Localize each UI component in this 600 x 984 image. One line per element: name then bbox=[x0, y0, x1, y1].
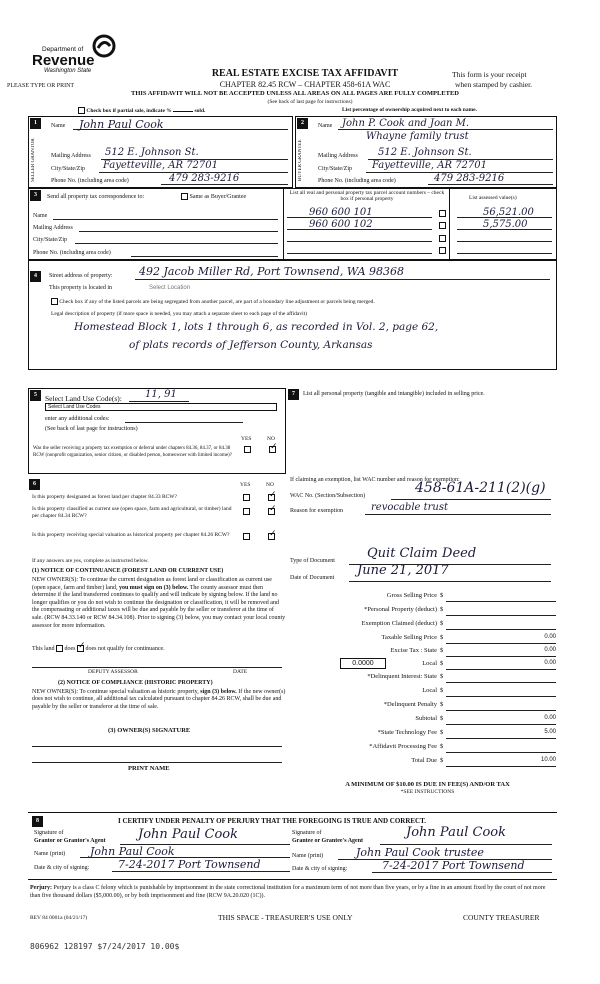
parcel-number-2[interactable]: 960 600 102 bbox=[309, 219, 373, 230]
compliance-bold: sign (3) below. bbox=[200, 689, 237, 695]
fee-dollar: $ bbox=[440, 660, 444, 667]
land-use-dropdown[interactable]: Select Land Use Codes bbox=[45, 403, 277, 411]
street-label: Street address of property: bbox=[49, 273, 113, 279]
certify-statement: I CERTIFY UNDER PENALTY OF PERJURY THAT THE FOREGOING IS TRUE AND CORRECT. bbox=[118, 817, 427, 825]
corr-phone-label: Phone No. (including area code) bbox=[33, 250, 111, 256]
reason-label: Reason for exemption bbox=[290, 508, 343, 514]
fee-label: *Personal Property (deduct) bbox=[364, 606, 437, 613]
section-3-number: 3 bbox=[30, 190, 41, 201]
perjury-text: Perjury is a class C felony which is punishable by imprisonment in the state correctional institution for a maximum term of not more than five years, or by a fine in an amount fixed by the court of not more than five thousand dollars ($5,000.00), or by both imprisonment and fine (RCW 9A.20.020 (1C)). bbox=[30, 885, 546, 899]
q1-forest: Is this property designated as forest land per chapter 84.33 RCW? bbox=[32, 494, 177, 500]
exemption-no-checkbox[interactable] bbox=[269, 446, 276, 453]
assessor-signature-line[interactable] bbox=[32, 667, 282, 668]
parcel-row-3-line[interactable] bbox=[287, 241, 432, 242]
please-type: PLEASE TYPE OR PRINT bbox=[7, 83, 75, 89]
this-land-label: This land bbox=[32, 645, 55, 652]
buyer-name-line bbox=[338, 129, 553, 130]
grantor-name-label: Name (print) bbox=[34, 851, 66, 857]
corr-name-field[interactable] bbox=[53, 219, 278, 220]
owner-signature-label: (3) OWNER(S) SIGNATURE bbox=[108, 727, 191, 734]
owner-print-line[interactable] bbox=[32, 762, 282, 763]
continuance-bold: you must sign on (3) below. bbox=[118, 584, 189, 591]
fee-label: *State Technology Fee bbox=[377, 729, 437, 736]
fee-row-delinq-state bbox=[290, 673, 555, 684]
buyer-phone-line bbox=[428, 184, 553, 185]
corr-phone-field[interactable] bbox=[131, 256, 278, 257]
sec6-yes: YES bbox=[240, 482, 251, 488]
q2-current-use: Is this property classified as current use (open space, farm and agricultural, or timber) land per chapter 84.34 RCW? bbox=[32, 506, 232, 519]
q2-yes-checkbox[interactable] bbox=[243, 508, 250, 515]
buyer-city[interactable]: Fayetteville, AR 72701 bbox=[372, 160, 488, 171]
fee-label: Gross Selling Price bbox=[386, 592, 437, 599]
additional-codes-label: enter any additional codes: bbox=[45, 416, 110, 422]
fee-row-state-tax bbox=[290, 647, 555, 658]
does-not-checkbox[interactable] bbox=[77, 645, 84, 652]
q1-yes-checkbox[interactable] bbox=[243, 494, 250, 501]
sec6-no: NO bbox=[266, 482, 274, 488]
buyer-phone[interactable]: 479 283-9216 bbox=[434, 173, 505, 184]
doc-date-label: Date of Document bbox=[290, 575, 335, 581]
land-use-label: Select Land Use Code(s): bbox=[45, 394, 122, 403]
q1-no-checkbox[interactable] bbox=[268, 494, 275, 501]
buyer-phone-label: Phone No. (including area code) bbox=[318, 178, 396, 184]
fee-label: Total Due bbox=[411, 757, 437, 764]
fee-value[interactable] bbox=[446, 687, 556, 697]
fee-value[interactable] bbox=[446, 606, 556, 616]
fee-dollar: $ bbox=[440, 743, 444, 750]
compliance-title: (2) NOTICE OF COMPLIANCE (HISTORIC PROPERTY) bbox=[58, 680, 213, 686]
section-1-number: 1 bbox=[30, 118, 41, 129]
legal-line-1[interactable]: Homestead Block 1, lots 1 through 6, as recorded in Vol. 2, page 62, bbox=[74, 321, 439, 333]
exemption-question: Was the seller receiving a property tax exemption or deferral under chapters 84.36, 84.37, or 84.38 RCW (nonprofit organization, senior citizen, or disabled person, homeowner with limited income)? bbox=[33, 446, 232, 458]
seller-address[interactable]: 512 E. Johnson St. bbox=[105, 147, 199, 158]
fee-label: Excise Tax : State bbox=[390, 647, 437, 654]
doc-type-value[interactable]: Quit Claim Deed bbox=[367, 546, 477, 561]
land-use-code[interactable]: 11, 91 bbox=[145, 389, 177, 400]
deputy-assessor-label: DEPUTY ASSESSOR bbox=[88, 669, 138, 675]
land-use-line bbox=[129, 401, 189, 402]
buyer-city-label: City/State/Zip bbox=[318, 166, 352, 172]
grantee-date-city[interactable]: 7-24-2017 Port Townsend bbox=[382, 859, 525, 872]
form-number: REV 84 0001a (04/21/17) bbox=[30, 915, 88, 921]
continuance-body-1: NEW OWNER(S): To continue the current designation as forest land or classification as current use (open space, farm and timber) land, bbox=[32, 577, 272, 591]
fee-dollar: $ bbox=[440, 620, 444, 627]
buyer-address-label: Mailing Address bbox=[318, 153, 358, 159]
assessed-row-4-line[interactable] bbox=[457, 253, 552, 254]
fee-row-processing bbox=[290, 743, 555, 754]
agency-dept: Department of bbox=[42, 46, 84, 53]
fee-value[interactable] bbox=[446, 592, 556, 602]
form-title: REAL ESTATE EXCISE TAX AFFIDAVIT bbox=[211, 68, 399, 79]
parcel-header: List all real and personal property tax parcel account numbers – check box if personal property bbox=[289, 190, 445, 202]
continuance-body-2: The county assessor must then determine if the land transferred continues to qualify and will indicate by signing below. If the land no longer qualifies or you do not wish to continue the designation or classification, it will be removed and the compensating or additional taxes will be due and payable by the seller or transferor at the time of sale. (RCW 84.33.140 or RCW 84.34.108). Prior to signing (3) below, you may contact your local county assessor for more information. bbox=[32, 584, 286, 629]
grantor-date-line bbox=[112, 871, 290, 872]
located-in-label: This property is located in bbox=[49, 285, 112, 291]
corr-city-field[interactable] bbox=[75, 243, 278, 244]
see-back: (See back of last page for instructions) bbox=[267, 99, 353, 105]
section-5-number: 5 bbox=[30, 390, 41, 401]
cashier-stamp: 806962 128197 $7/24/2017 10.00$ bbox=[30, 942, 180, 951]
fee-row-gross bbox=[290, 592, 555, 603]
segregated-label: Check box if any of the listed parcels are being segregated from another parcel, are part of a boundary line adjustment or parcels being merged. bbox=[59, 298, 375, 305]
parcel-personal-checkbox-2[interactable] bbox=[439, 222, 446, 229]
fee-label: Exemption Claimed (deduct) bbox=[361, 620, 437, 627]
fee-dollar: $ bbox=[440, 701, 444, 708]
parcel-row-2 bbox=[287, 219, 557, 231]
grantee-date-label: Date & city of signing: bbox=[292, 866, 348, 872]
grantor-signature[interactable]: John Paul Cook bbox=[138, 827, 238, 842]
fee-row-subtotal bbox=[290, 715, 555, 726]
same-as-buyer-row bbox=[181, 193, 246, 200]
does-checkbox[interactable] bbox=[56, 645, 63, 652]
grantor-date-label: Date & city of signing: bbox=[34, 865, 90, 871]
seller-name-label: Name bbox=[51, 123, 66, 129]
fee-dollar: $ bbox=[440, 715, 444, 722]
segregated-row bbox=[51, 298, 375, 305]
seller-phone-label: Phone No. (including area code) bbox=[51, 178, 129, 184]
partial-sale-label: Check box if partial sale, indicate % bbox=[86, 107, 172, 114]
receipt-note-2: when stamped by cashier. bbox=[455, 80, 533, 89]
fee-value[interactable] bbox=[446, 743, 556, 753]
seller-phone-line bbox=[161, 184, 288, 185]
agency-name: Revenue bbox=[32, 52, 95, 69]
not-accepted: THIS AFFIDAVIT WILL NOT BE ACCEPTED UNLESS ALL AREAS ON ALL PAGES ARE FULLY COMPLETED bbox=[131, 90, 459, 97]
buyer-name-label: Name bbox=[318, 123, 333, 129]
fee-label: Taxable Selling Price bbox=[381, 634, 437, 641]
corr-address-field[interactable] bbox=[79, 231, 278, 232]
section-4-number: 4 bbox=[30, 271, 41, 282]
perjury-statement bbox=[30, 884, 557, 900]
does-label: does bbox=[64, 645, 76, 652]
section-4-property bbox=[28, 260, 557, 370]
ownership-list: List percentage of ownership acquired next to each name. bbox=[342, 107, 477, 113]
assessed-value-2[interactable]: 5,575.00 bbox=[483, 219, 528, 230]
qualify-label: qualify for continuance. bbox=[107, 645, 165, 652]
doc-date-value[interactable]: June 21, 2017 bbox=[357, 563, 449, 578]
buyer-name-line1[interactable]: John P. Cook and Joan M. bbox=[342, 118, 470, 129]
segregated-checkbox[interactable] bbox=[51, 298, 58, 305]
fee-dollar: $ bbox=[440, 673, 444, 680]
grantee-sig-label-2: Grantee or Grantee's Agent bbox=[292, 838, 364, 844]
fee-dollar: $ bbox=[440, 757, 444, 764]
fee-row-exemption bbox=[290, 620, 555, 631]
agency-state: Washington State bbox=[44, 68, 92, 74]
legal-line-2[interactable]: of plats records of Jefferson County, Arkansas bbox=[129, 339, 373, 351]
street-line bbox=[135, 279, 550, 280]
grantee-print-name[interactable]: John Paul Cook trustee bbox=[356, 846, 484, 859]
this-land-row bbox=[32, 645, 165, 652]
section-8-certification bbox=[28, 812, 557, 880]
sold-label: sold. bbox=[194, 107, 206, 114]
section-5-land-use bbox=[28, 388, 286, 474]
land-use-see-back: (See back of last page for instructions) bbox=[45, 426, 138, 432]
owner-signature-line[interactable] bbox=[32, 746, 282, 747]
grantor-print-name[interactable]: John Paul Cook bbox=[90, 845, 175, 858]
buyer-side-label: BUYER GRANTEE bbox=[298, 139, 303, 181]
parcel-row-4-line[interactable] bbox=[287, 253, 432, 254]
assessor-date-label: DATE bbox=[233, 669, 248, 675]
grantee-name-label: Name (print) bbox=[292, 853, 324, 859]
grantee-date-line bbox=[372, 872, 552, 873]
land-use-yes: YES bbox=[241, 436, 252, 442]
fee-row-delinq-local bbox=[290, 687, 555, 698]
section-3-correspondence bbox=[28, 188, 557, 260]
same-as-buyer-label: Same as Buyer/Grantee bbox=[189, 193, 247, 200]
street-address[interactable]: 492 Jacob Miller Rd, Port Townsend, WA 98368 bbox=[139, 265, 405, 278]
parcel-divider bbox=[283, 189, 284, 261]
fee-dollar: $ bbox=[440, 729, 444, 736]
section-1-seller bbox=[28, 116, 293, 188]
fee-dollar: $ bbox=[440, 606, 444, 613]
print-name-label: PRINT NAME bbox=[128, 765, 170, 772]
fee-value[interactable]: 0.00 bbox=[446, 634, 556, 644]
fee-label: Local bbox=[422, 687, 437, 694]
receipt-note-1: This form is your receipt bbox=[452, 70, 527, 79]
county-treasurer: COUNTY TREASURER bbox=[463, 913, 540, 922]
buyer-address[interactable]: 512 E. Johnson St. bbox=[378, 147, 472, 158]
fee-value[interactable]: 5.00 bbox=[446, 729, 556, 739]
fee-value[interactable]: 10.00 bbox=[446, 757, 556, 767]
partial-sale-row bbox=[78, 107, 205, 114]
wac-line bbox=[391, 499, 551, 500]
grantor-sig-label-1: Signature of bbox=[34, 830, 64, 836]
partial-sale-checkbox[interactable] bbox=[78, 107, 85, 114]
partial-sale-percent-field[interactable] bbox=[173, 111, 193, 112]
fee-value[interactable] bbox=[446, 673, 556, 683]
does-not-label: does not bbox=[85, 645, 106, 652]
revenue-logo bbox=[30, 34, 125, 74]
same-as-buyer-checkbox[interactable] bbox=[181, 193, 188, 200]
corr-name-label: Name bbox=[33, 213, 48, 219]
fee-value[interactable]: 0.00 bbox=[446, 715, 556, 725]
fee-row-penalty bbox=[290, 701, 555, 712]
assessed-value-1[interactable]: 56,521.00 bbox=[483, 207, 534, 218]
fee-dollar: $ bbox=[440, 687, 444, 694]
fee-row-tech-fee bbox=[290, 729, 555, 740]
perjury-bold: Perjury: bbox=[30, 885, 52, 891]
correspondence-label: Send all property tax correspondence to: bbox=[47, 194, 145, 200]
parcel-row-1 bbox=[287, 207, 557, 219]
reason-value[interactable]: revocable trust bbox=[371, 502, 449, 513]
fee-dollar: $ bbox=[440, 647, 444, 654]
seller-city-label: City/State/Zip bbox=[51, 166, 85, 172]
fee-label: *Delinquent Penalty bbox=[383, 701, 437, 708]
grantor-date-city[interactable]: 7-24-2017 Port Townsend bbox=[118, 858, 261, 871]
parcel-number-1[interactable]: 960 600 101 bbox=[309, 207, 373, 218]
corr-address-label: Mailing Address bbox=[33, 225, 73, 231]
revenue-swirl-icon bbox=[92, 34, 116, 58]
section-7-number: 7 bbox=[288, 389, 299, 400]
fee-label: Subtotal bbox=[415, 715, 437, 722]
fee-row-taxable bbox=[290, 634, 555, 645]
if-yes-text: If any answers are yes, complete as instructed below. bbox=[32, 558, 149, 564]
corr-city-label: City/State/Zip bbox=[33, 237, 67, 243]
doc-type-label: Type of Document bbox=[290, 558, 335, 564]
see-instructions: *SEE INSTRUCTIONS bbox=[400, 789, 455, 795]
grantee-sig-line bbox=[380, 844, 552, 845]
treasurer-space: THIS SPACE - TREASURER'S USE ONLY bbox=[218, 913, 353, 922]
fee-label: *Delinquent Interest: State bbox=[367, 673, 437, 680]
wac-number[interactable]: 458-61A-211(2)(g) bbox=[415, 480, 546, 496]
q3-yes-checkbox[interactable] bbox=[243, 533, 250, 540]
exemption-yes-checkbox[interactable] bbox=[244, 446, 251, 453]
minimum-due: A MINIMUM OF $10.00 IS DUE IN FEE(S) AND/OR TAX bbox=[345, 781, 510, 788]
seller-side-label: SELLER GRANTOR bbox=[31, 138, 36, 182]
seller-phone[interactable]: 479 283-9216 bbox=[169, 173, 240, 184]
personal-property-label: List all personal property (tangible and intangible) included in selling price. bbox=[303, 391, 485, 397]
grantor-sig-label-2: Grantor or Grantor's Agent bbox=[34, 838, 106, 844]
reason-line bbox=[365, 514, 551, 515]
seller-address-label: Mailing Address bbox=[51, 153, 91, 159]
fee-label: *Affidavit Processing Fee bbox=[369, 743, 437, 750]
fee-value[interactable]: 0.00 bbox=[446, 660, 556, 670]
q3-no-checkbox[interactable] bbox=[268, 533, 275, 540]
parcel-personal-checkbox-3[interactable] bbox=[439, 235, 446, 242]
location-select[interactable]: Select Location bbox=[149, 285, 191, 291]
continuance-body bbox=[32, 577, 286, 630]
fee-label: Local bbox=[422, 660, 437, 667]
grantee-signature[interactable]: John Paul Cook bbox=[406, 825, 506, 840]
fee-row-total bbox=[290, 757, 555, 768]
form-chapter: CHAPTER 82.45 RCW – CHAPTER 458-61A WAC bbox=[219, 80, 391, 89]
wac-label: WAC No. (Section/Subsection) bbox=[290, 493, 366, 499]
fee-dollar: $ bbox=[440, 592, 444, 599]
continuance-title: (1) NOTICE OF CONTINUANCE (FOREST LAND OR CURRENT USE) bbox=[32, 568, 224, 574]
local-rate-box[interactable]: 0.0000 bbox=[340, 658, 386, 669]
section-8-number: 8 bbox=[32, 816, 43, 827]
section-6-number: 6 bbox=[29, 479, 40, 490]
section-6-designation bbox=[28, 478, 286, 803]
compliance-body-2: If the new owner(s) does not wish to continue, all additional tax calculated pursuant to chapter 84.26 RCW, shall be due and payable by the seller or transferor at the time of sale. bbox=[32, 689, 286, 710]
fee-row-local-tax bbox=[290, 660, 555, 671]
fee-value[interactable] bbox=[446, 701, 556, 711]
section-2-number: 2 bbox=[297, 118, 308, 129]
assessed-row-3-line[interactable] bbox=[457, 241, 552, 242]
seller-name[interactable]: John Paul Cook bbox=[79, 118, 164, 131]
section-2-buyer bbox=[295, 116, 557, 188]
q2-no-checkbox[interactable] bbox=[268, 508, 275, 515]
seller-city[interactable]: Fayetteville, AR 72701 bbox=[103, 160, 219, 171]
doc-date-line bbox=[349, 581, 551, 582]
parcel-personal-checkbox-1[interactable] bbox=[439, 210, 446, 217]
fee-value[interactable]: 0.00 bbox=[446, 647, 556, 657]
land-use-no: NO bbox=[267, 436, 275, 442]
exemption-claim-label: If claiming an exemption, list WAC number and reason for exemption: bbox=[290, 477, 460, 483]
legal-label: Legal description of property (if more space is needed, you may attach a separate sheet to each page of the affidavit) bbox=[51, 311, 307, 317]
fee-row-personal bbox=[290, 606, 555, 617]
fee-value[interactable] bbox=[446, 620, 556, 630]
parcel-personal-checkbox-4[interactable] bbox=[439, 247, 446, 254]
assessed-header: List assessed value(s) bbox=[469, 195, 517, 201]
compliance-body-1: NEW OWNER(S): To continue special valuation as historic property, bbox=[32, 689, 199, 695]
additional-codes-field[interactable] bbox=[125, 422, 243, 423]
compliance-body bbox=[32, 689, 286, 711]
fee-dollar: $ bbox=[440, 634, 444, 641]
q3-historic: Is this property receiving special valuation as historical property per chapter 84.26 RCW? bbox=[32, 532, 230, 538]
grantee-sig-label-1: Signature of bbox=[292, 830, 322, 836]
buyer-name-line2[interactable]: Whayne family trust bbox=[366, 131, 469, 142]
